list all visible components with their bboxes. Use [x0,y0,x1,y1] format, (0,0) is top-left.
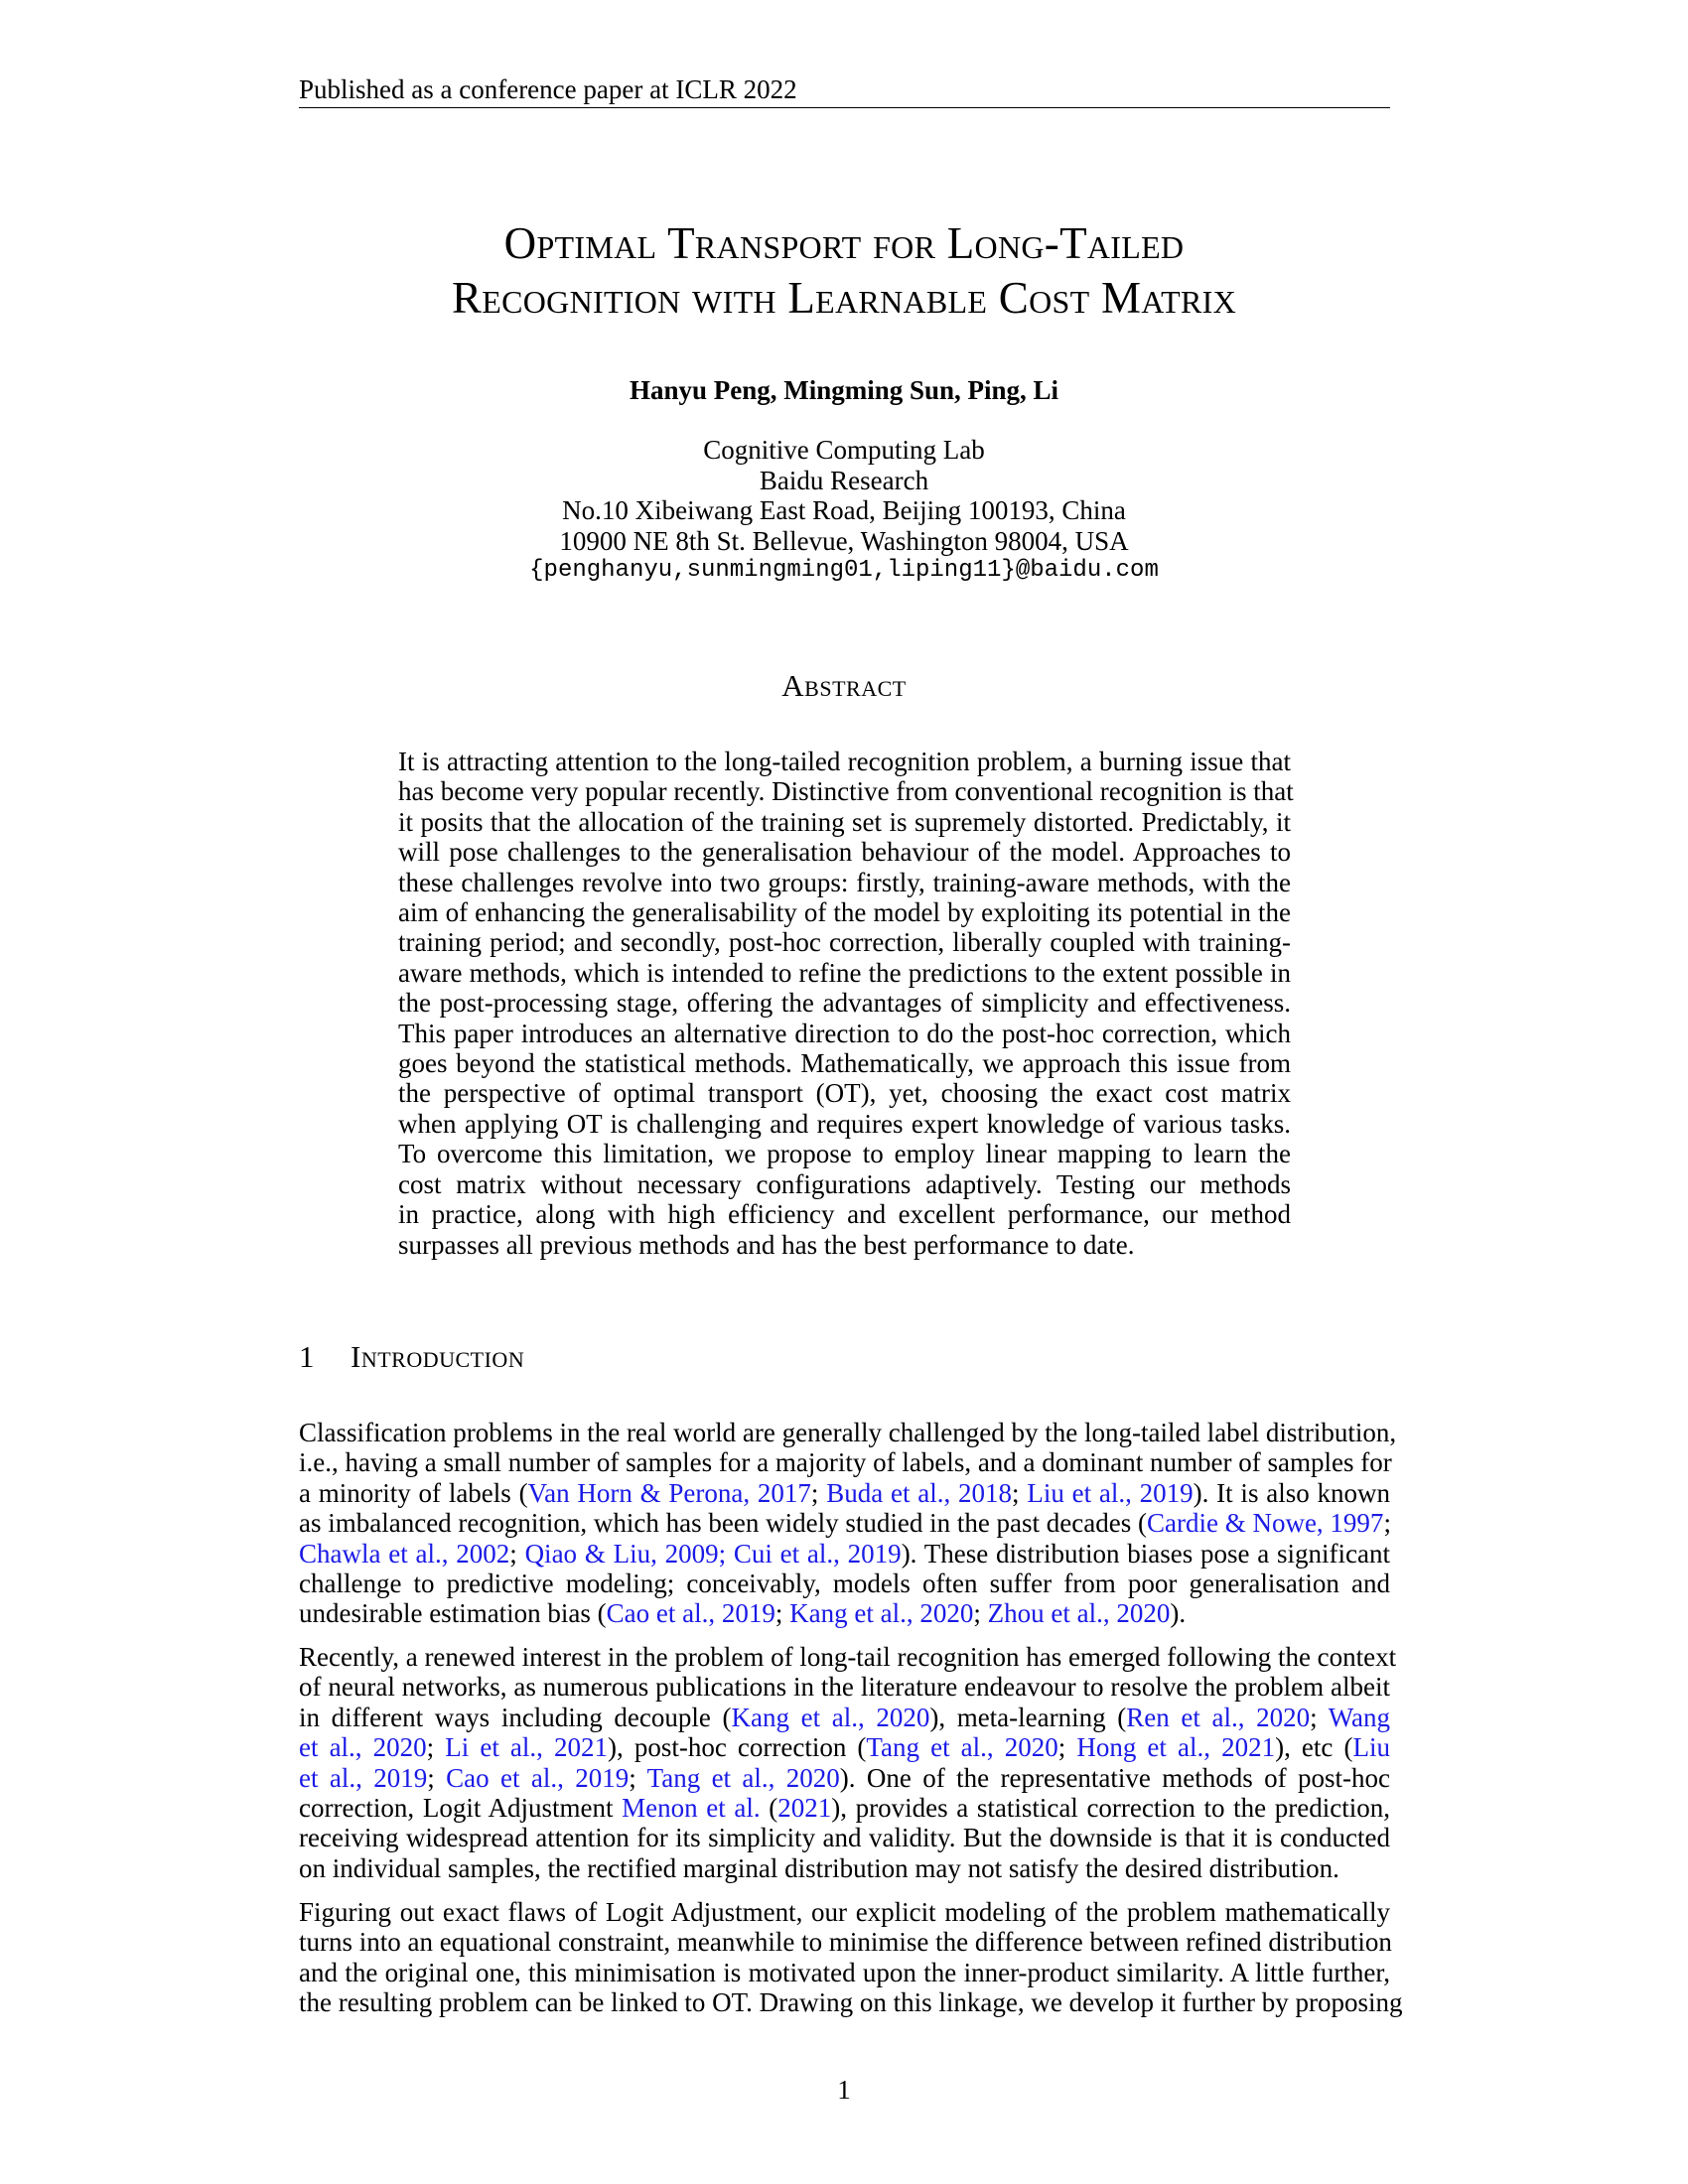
text-run: ; [426,1732,446,1763]
page-number: 1 [837,2075,851,2105]
affiliation-block [199,435,1489,587]
citation-link[interactable]: Li et al., 2021 [445,1732,608,1763]
abstract-line: aware methods, which is intended to refine the predictions to the extent possible in [398,957,1291,988]
citation-link[interactable]: Wang [1328,1702,1391,1732]
text-line: Classification problems in the real world are generally challenged by the long-tailed label distribution, [299,1418,1397,1447]
section-heading-introduction [299,1338,1390,1376]
citation-link[interactable]: Menon et al. [622,1793,761,1824]
text-line [299,1793,1390,1823]
affiliation-org: Baidu Research [759,465,929,495]
text-run: ). These distribution biases pose a significant [901,1538,1390,1569]
text-run: as imbalanced recognition, which has been widely studied in the past decades ( [299,1508,1147,1539]
affiliation-lab: Cognitive Computing Lab [703,435,985,465]
citation-link[interactable]: Chawla et al., 2002 [299,1538,510,1569]
affiliation-address-bellevue: 10900 NE 8th St. Bellevue, Washington 98004, USA [559,525,1129,556]
intro-paragraph-3 [299,1897,1403,2018]
text-line [299,1763,1390,1793]
text-run: ; [509,1538,525,1569]
text-run: ). [1170,1598,1187,1629]
text-run: ; [629,1762,647,1793]
text-line [299,1539,1390,1569]
intro-paragraph-2 [299,1642,1397,1883]
citation-link[interactable]: et al., 2020 [299,1732,427,1763]
abstract-line: training period; and secondly, post-hoc correction, liberally coupled with training- [398,927,1291,958]
text-line: the resulting problem can be linked to OT. Drawing on this linkage, we develop it further by proposing [299,1987,1403,2018]
affiliation-address-beijing: No.10 Xibeiwang East Road, Beijing 100193, China [562,495,1126,525]
abstract-line: aim of enhancing the generalisability of the model by exploiting its potential in the [398,897,1291,928]
text-line [299,1478,1390,1508]
header-rule [299,107,1390,108]
section-title: Introduction [351,1339,525,1374]
text-line: on individual samples, the rectified marginal distribution may not satisfy the desired distribution. [299,1852,1339,1883]
citation-link[interactable]: Hong et al., 2021 [1076,1732,1276,1763]
abstract-line: It is attracting attention to the long-tailed recognition problem, a burning issue that [398,747,1291,776]
text-line: of neural networks, as numerous publications in the literature endeavour to resolve the problem albeit [299,1672,1390,1703]
citation-link[interactable]: et al., 2019 [299,1762,428,1793]
abstract-line: when applying OT is challenging and requires expert knowledge of various tasks. [398,1108,1291,1139]
abstract-line: these challenges revolve into two groups: firstly, training-aware methods, with the [398,867,1291,897]
abstract-line: surpasses all previous methods and has the best performance to date. [398,1229,1135,1260]
intro-paragraph-1 [299,1418,1397,1629]
text-run: ). It is also known [1193,1477,1390,1508]
citation-link[interactable]: Cao et al., 2019 [606,1598,775,1629]
citation-link[interactable]: Buda et al., 2018 [826,1477,1013,1508]
citation-link[interactable]: Cao et al., 2019 [446,1762,630,1793]
citation-link[interactable]: Qiao & Liu, 2009; Cui et al., 2019 [524,1538,902,1569]
text-line: challenge to predictive modeling; conceivably, models often suffer from poor generalisation and [299,1569,1390,1599]
citation-link[interactable]: Van Horn & Perona, 2017 [527,1477,811,1508]
citation-link[interactable]: 2021 [777,1793,832,1824]
text-run: ), meta-learning ( [929,1702,1127,1732]
abstract-line: has become very popular recently. Distinctive from conventional recognition is that [398,776,1294,807]
text-run: ; [1012,1477,1028,1508]
text-line: turns into an equational constraint, meanwhile to minimise the difference between refined distribution [299,1927,1392,1958]
text-run: correction, Logit Adjustment [299,1793,623,1824]
text-run: ), post-hoc correction ( [607,1732,867,1763]
title-line-2: Recognition with Learnable Cost Matrix [451,273,1237,323]
abstract-line: goes beyond the statistical methods. Mathematically, we approach this issue from [398,1048,1291,1079]
citation-link[interactable]: Zhou et al., 2020 [987,1598,1171,1629]
abstract-heading: Abstract [781,668,907,703]
text-run: a minority of labels ( [299,1477,528,1508]
abstract-line: This paper introduces an alternative direction to do the post-hoc correction, which [398,1018,1291,1048]
citation-link[interactable]: Kang et al., 2020 [789,1598,974,1629]
text-line [299,1732,1390,1762]
abstract-line: the perspective of optimal transport (OT), yet, choosing the exact cost matrix [398,1078,1291,1109]
text-run: ; [810,1477,827,1508]
text-line: i.e., having a small number of samples for a majority of labels, and a dominant number of samples for [299,1447,1392,1478]
text-run: ( [760,1793,778,1824]
abstract-line: To overcome this limitation, we propose to employ linear mapping to learn the [398,1139,1291,1169]
text-run: ; [973,1598,988,1629]
text-run: undesirable estimation bias ( [299,1598,607,1629]
text-line: Figuring out exact flaws of Logit Adjustment, our explicit modeling of the problem mathematically [299,1897,1390,1927]
text-run: ), provides a statistical correction to the prediction, [831,1793,1390,1824]
citation-link[interactable]: Cardie & Nowe, 1997 [1146,1508,1384,1539]
text-run: ; [1310,1702,1329,1732]
text-line: Recently, a renewed interest in the problem of long-tail recognition has emerged following the context [299,1642,1397,1672]
text-line: and the original one, this minimisation is motivated upon the inner-product similarity. A little further, [299,1957,1390,1987]
citation-link[interactable]: Liu et al., 2019 [1027,1477,1194,1508]
abstract-line: cost matrix without necessary configurations adaptively. Testing our methods [398,1168,1291,1199]
paper-title [199,216,1489,326]
text-run: ), etc ( [1275,1732,1353,1763]
abstract-line: the post-processing stage, offering the advantages of simplicity and effectiveness. [398,988,1291,1019]
abstract-body [398,747,1294,1260]
abstract-line: will pose challenges to the generalisation behaviour of the model. Approaches to [398,837,1291,868]
section-number: 1 [299,1339,315,1374]
text-run: in different ways including decouple ( [299,1702,732,1732]
title-line-1: Optimal Transport for Long-Tailed [503,218,1185,268]
text-run: ; [774,1598,790,1629]
running-header: Published as a conference paper at ICLR 2022 [299,74,797,104]
abstract-line: in practice, along with high efficiency and excellent performance, our method [398,1199,1291,1230]
text-line [299,1508,1390,1538]
citation-link[interactable]: Kang et al., 2020 [731,1702,930,1732]
citation-link[interactable]: Tang et al., 2020 [646,1762,840,1793]
text-line [299,1703,1390,1732]
author-emails: {penghanyu,sunmingming01,liping11}@baidu.com [529,557,1159,584]
author-list: Hanyu Peng, Mingming Sun, Ping, Li [629,375,1059,405]
text-line [299,1598,1390,1628]
citation-link[interactable]: Ren et al., 2020 [1126,1702,1311,1732]
text-line: receiving widespread attention for its simplicity and validity. But the downside is that it is conducted [299,1823,1390,1853]
text-run: ; [1383,1508,1391,1539]
text-run: ; [427,1762,447,1793]
citation-link[interactable]: Liu [1352,1732,1390,1763]
citation-link[interactable]: Tang et al., 2020 [866,1732,1058,1763]
abstract-line: it posits that the allocation of the training set is supremely distorted. Predictably, it [398,806,1291,837]
text-run: ). One of the representative methods of post-hoc [839,1762,1390,1793]
text-run: ; [1057,1732,1077,1763]
